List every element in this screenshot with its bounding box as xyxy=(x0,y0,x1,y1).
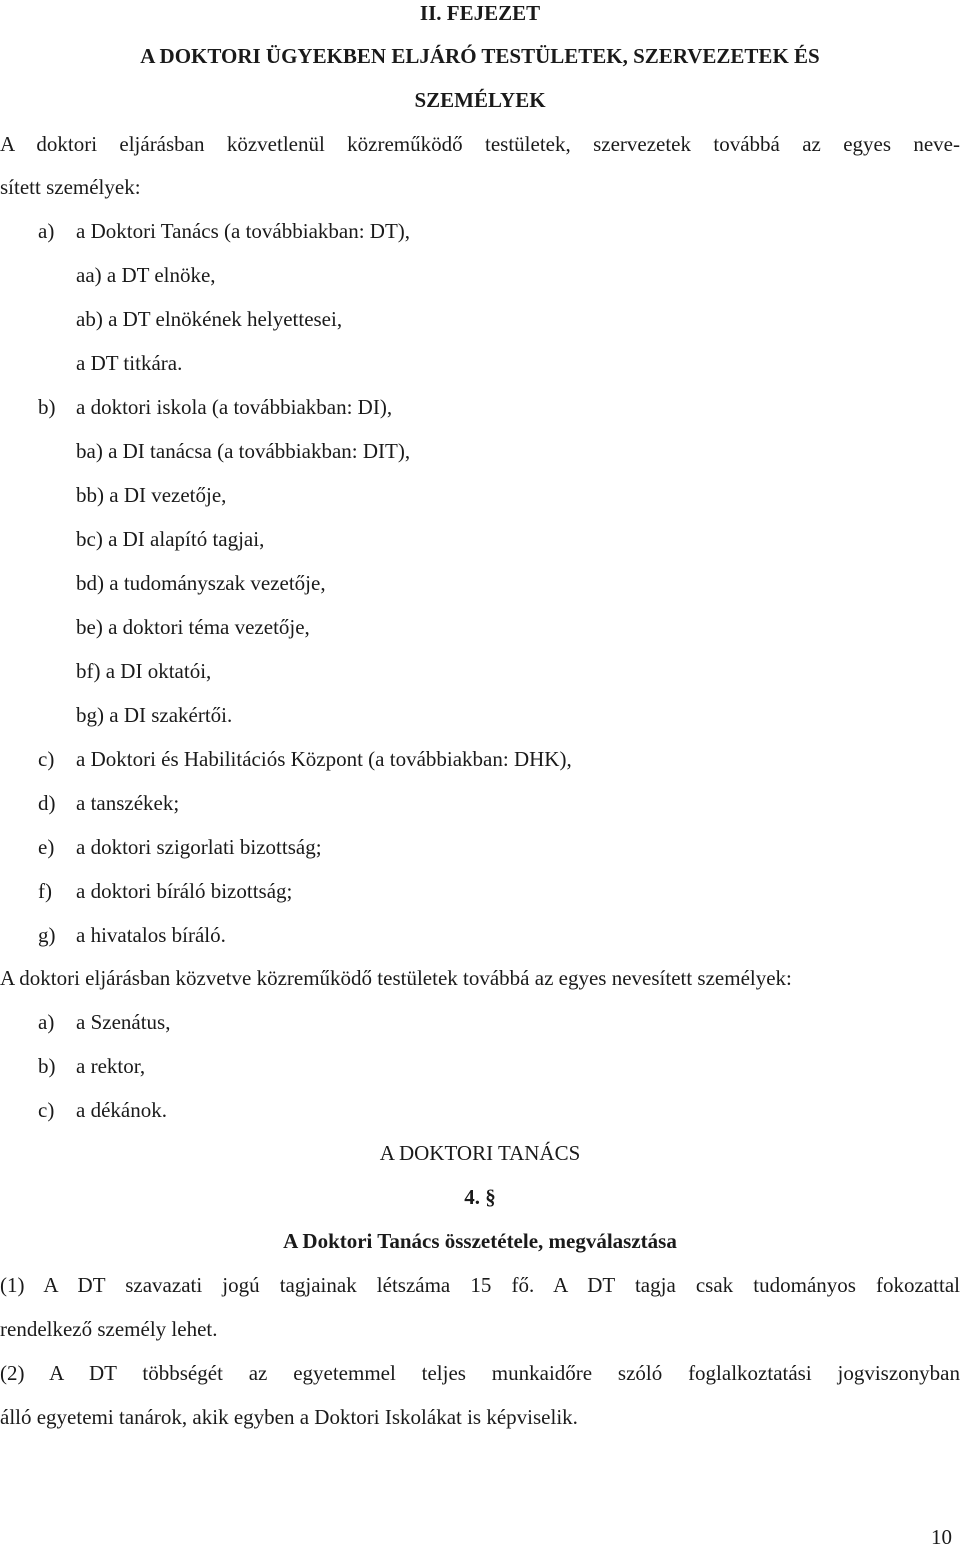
list-text: a rektor, xyxy=(76,1054,146,1078)
list-text: a doktori szigorlati bizottság; xyxy=(76,835,322,859)
section-heading: A DOKTORI TANÁCS xyxy=(379,1141,581,1165)
list1-item-ac: a DT titkára. xyxy=(76,351,183,375)
list-marker: a) xyxy=(38,1010,55,1034)
list2-item-a xyxy=(38,1009,170,1035)
list-marker: b) xyxy=(38,1054,56,1078)
list-text: a doktori iskola (a továbbiakban: DI), xyxy=(76,395,393,419)
list-text: a Szenátus, xyxy=(76,1010,171,1034)
list-marker: e) xyxy=(38,835,55,859)
list1-item-e xyxy=(38,834,322,860)
list-marker: c) xyxy=(38,747,55,771)
paragraph-2-line1: (2) A DT többségét az egyetemmel teljes munkaidőre szóló foglalkoztatási jogviszonyban xyxy=(0,1361,960,1385)
list1-item-d xyxy=(38,790,179,816)
list1-item-b xyxy=(38,394,392,420)
list-text: a Doktori és Habilitációs Központ (a továbbiakban: DHK), xyxy=(76,747,572,771)
list-text: a dékánok. xyxy=(76,1098,167,1122)
chapter-title-line1: A DOKTORI ÜGYEKBEN ELJÁRÓ TESTÜLETEK, SZERVEZETEK ÉS xyxy=(140,44,820,68)
list-text: a Doktori Tanács (a továbbiakban: DT), xyxy=(76,219,411,243)
list1-item-ab: ab) a DT elnökének helyettesei, xyxy=(76,307,343,331)
list-marker: b) xyxy=(38,395,56,419)
list-marker: g) xyxy=(38,923,56,947)
list-text: a hivatalos bíráló. xyxy=(76,923,226,947)
list1-item-bg: bg) a DI szakértői. xyxy=(76,703,233,727)
list2-item-c xyxy=(38,1097,167,1123)
list-marker: f) xyxy=(38,879,52,903)
intro1-line2: sített személyek: xyxy=(0,175,141,199)
paragraph-1-line1: (1) A DT szavazati jogú tagjainak létszáma 15 fő. A DT tagja csak tudományos fokozattal xyxy=(0,1273,960,1297)
list1-item-c xyxy=(38,746,572,772)
list1-item-bb: bb) a DI vezetője, xyxy=(76,483,227,507)
list1-item-g xyxy=(38,922,226,948)
list-text: a tanszékek; xyxy=(76,791,180,815)
paragraph-1-line2: rendelkező személy lehet. xyxy=(0,1317,218,1341)
list2-item-b xyxy=(38,1053,145,1079)
list-marker: d) xyxy=(38,791,56,815)
list-marker: c) xyxy=(38,1098,55,1122)
intro1-line1: A doktori eljárásban közvetlenül közreműködő testületek, szervezetek továbbá az egyes neve- xyxy=(0,132,960,156)
list1-item-aa: aa) a DT elnöke, xyxy=(76,263,216,287)
list-text: a doktori bíráló bizottság; xyxy=(76,879,293,903)
section-title: A Doktori Tanács összetétele, megválasztása xyxy=(283,1229,677,1253)
paragraph-2-line2: álló egyetemi tanárok, akik egyben a Doktori Iskolákat is képviselik. xyxy=(0,1405,578,1429)
list1-item-be: be) a doktori téma vezetője, xyxy=(76,615,310,639)
intro2: A doktori eljárásban közvetve közreműködő testületek továbbá az egyes nevesített személyek: xyxy=(0,966,792,990)
list-marker: a) xyxy=(38,219,55,243)
list1-item-a xyxy=(38,218,410,244)
chapter-number: II. FEJEZET xyxy=(419,1,541,25)
list1-item-f xyxy=(38,878,292,904)
section-number: 4. § xyxy=(464,1185,496,1209)
list1-item-bd: bd) a tudományszak vezetője, xyxy=(76,571,326,595)
chapter-title-line2: SZEMÉLYEK xyxy=(414,88,546,112)
list1-item-bf: bf) a DI oktatói, xyxy=(76,659,212,683)
list1-item-ba: ba) a DI tanácsa (a továbbiakban: DIT), xyxy=(76,439,411,463)
list1-item-bc: bc) a DI alapító tagjai, xyxy=(76,527,265,551)
page-number: 10 xyxy=(931,1525,952,1549)
